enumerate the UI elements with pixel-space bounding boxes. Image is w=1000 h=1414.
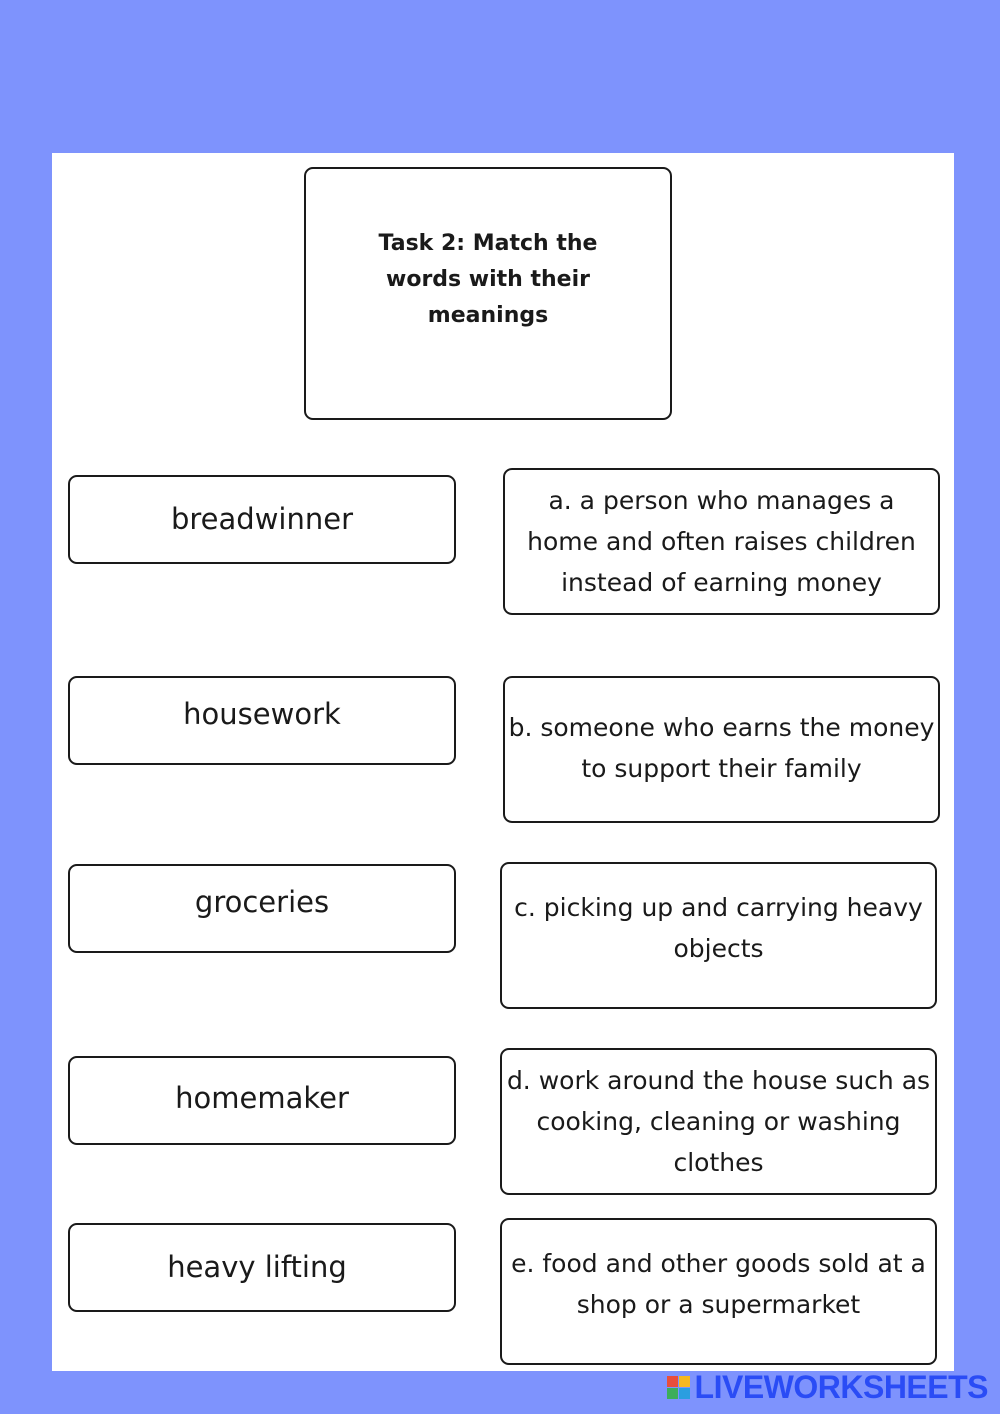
logo-text: LIVEWORKSHEETS bbox=[694, 1369, 988, 1405]
word-card[interactable] bbox=[68, 1056, 456, 1145]
definition-text: b. someone who earns the money to support their family bbox=[508, 712, 935, 783]
word-label: groceries bbox=[194, 884, 330, 919]
word-label: heavy lifting bbox=[167, 1249, 347, 1284]
definition-text: c. picking up and carrying heavy objects bbox=[514, 892, 923, 963]
word-card[interactable] bbox=[68, 676, 456, 765]
definition-card[interactable] bbox=[500, 1048, 937, 1195]
word-card[interactable] bbox=[68, 475, 456, 564]
word-card[interactable] bbox=[68, 1223, 456, 1312]
logo-mark-icon bbox=[667, 1376, 691, 1400]
word-label: housework bbox=[183, 696, 341, 731]
definition-card[interactable] bbox=[503, 468, 940, 615]
definition-text: a. a person who manages a home and often raises children instead of earning money bbox=[527, 486, 916, 597]
word-label: breadwinner bbox=[170, 501, 353, 536]
definition-card[interactable] bbox=[503, 676, 940, 823]
task-title: Task 2: Match the words with their meanings bbox=[378, 230, 598, 328]
word-label: homemaker bbox=[175, 1080, 349, 1115]
definition-text: e. food and other goods sold at a shop or a supermarket bbox=[511, 1248, 926, 1319]
task-title-box bbox=[304, 167, 672, 420]
word-card[interactable] bbox=[68, 864, 456, 953]
definition-text: d. work around the house such as cooking, cleaning or washing clothes bbox=[506, 1066, 931, 1177]
liveworksheets-logo bbox=[667, 1369, 988, 1406]
definition-card[interactable] bbox=[500, 862, 937, 1009]
definition-card[interactable] bbox=[500, 1218, 937, 1365]
